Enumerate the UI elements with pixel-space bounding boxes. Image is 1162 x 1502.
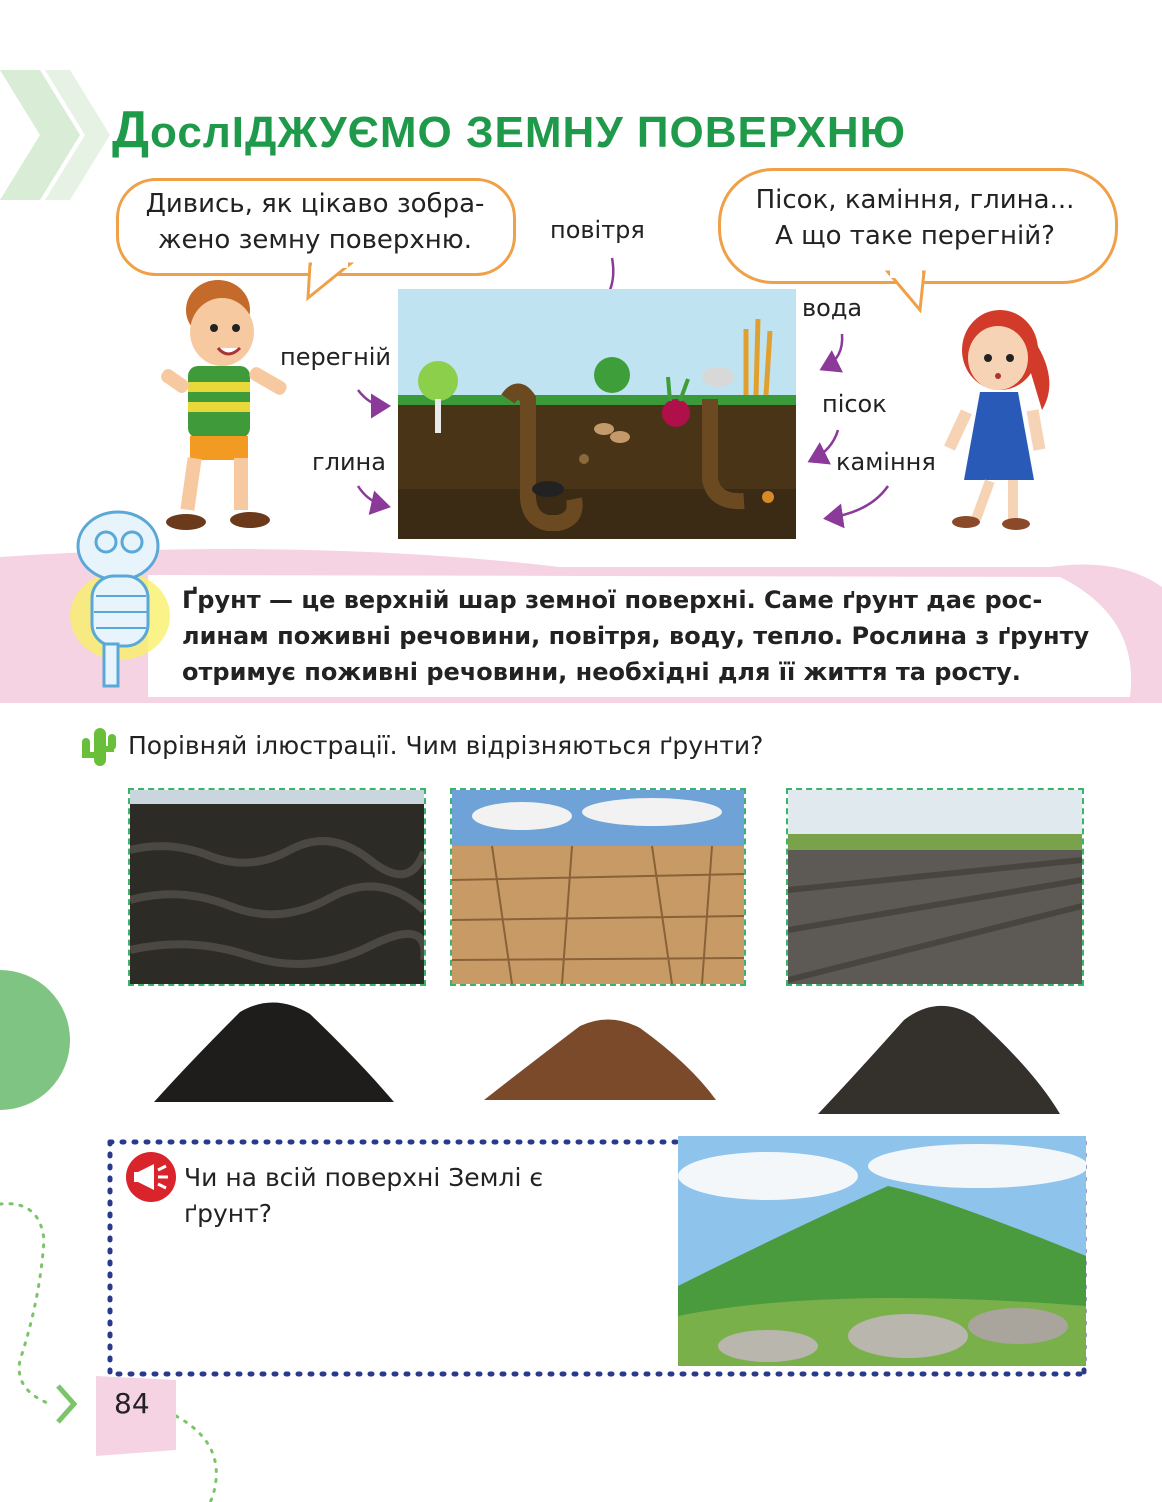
label-humus: перегній (280, 343, 392, 371)
label-sand: пісок (822, 390, 887, 418)
photo-mountain (678, 1136, 1086, 1366)
page-number: 84 (114, 1387, 150, 1420)
task-compare: Порівняй ілюстрації. Чим відрізняються ґрунти? (128, 731, 764, 760)
boy-speech-text: Дивись, як цікаво зобра- жено земну поверхню. (145, 189, 485, 255)
decorative-chevrons (0, 60, 110, 210)
boy-illustration (140, 270, 310, 535)
girl-speech-text: Пісок, каміння, глина... А що таке перегній? (755, 185, 1075, 251)
label-clay: глина (312, 448, 386, 476)
question-text: Чи на всій поверхні Землі є ґрунт? (184, 1163, 544, 1228)
label-air: повітря (550, 216, 645, 244)
girl-illustration (930, 300, 1060, 535)
photo-black-soil (128, 788, 426, 986)
soil-definition: Ґрунт — це верхній шар земної поверхні. Саме ґрунт дає рос- линам поживні речовини, повітря, воду, тепло. Рослина з ґрунту отримує поживні речовини, необхідні для її життя та росту. (182, 586, 1090, 686)
decorative-dotted-path (0, 1180, 240, 1502)
photo-cracked-soil (450, 788, 746, 986)
black-soil-pile (150, 992, 398, 1112)
mascot-illustration (62, 506, 187, 696)
label-water: вода (802, 294, 863, 322)
cactus-icon (76, 724, 124, 768)
decorative-circle (0, 970, 70, 1110)
grey-soil-pile (814, 990, 1064, 1126)
label-stones: каміння (836, 448, 936, 476)
brown-soil-pile (480, 1004, 720, 1108)
soil-diagram (398, 289, 796, 539)
photo-grey-soil (786, 788, 1084, 986)
page-title: ДослІДЖУЄМО ЗЕМНУ ПОВЕРХНЮ (112, 101, 907, 159)
